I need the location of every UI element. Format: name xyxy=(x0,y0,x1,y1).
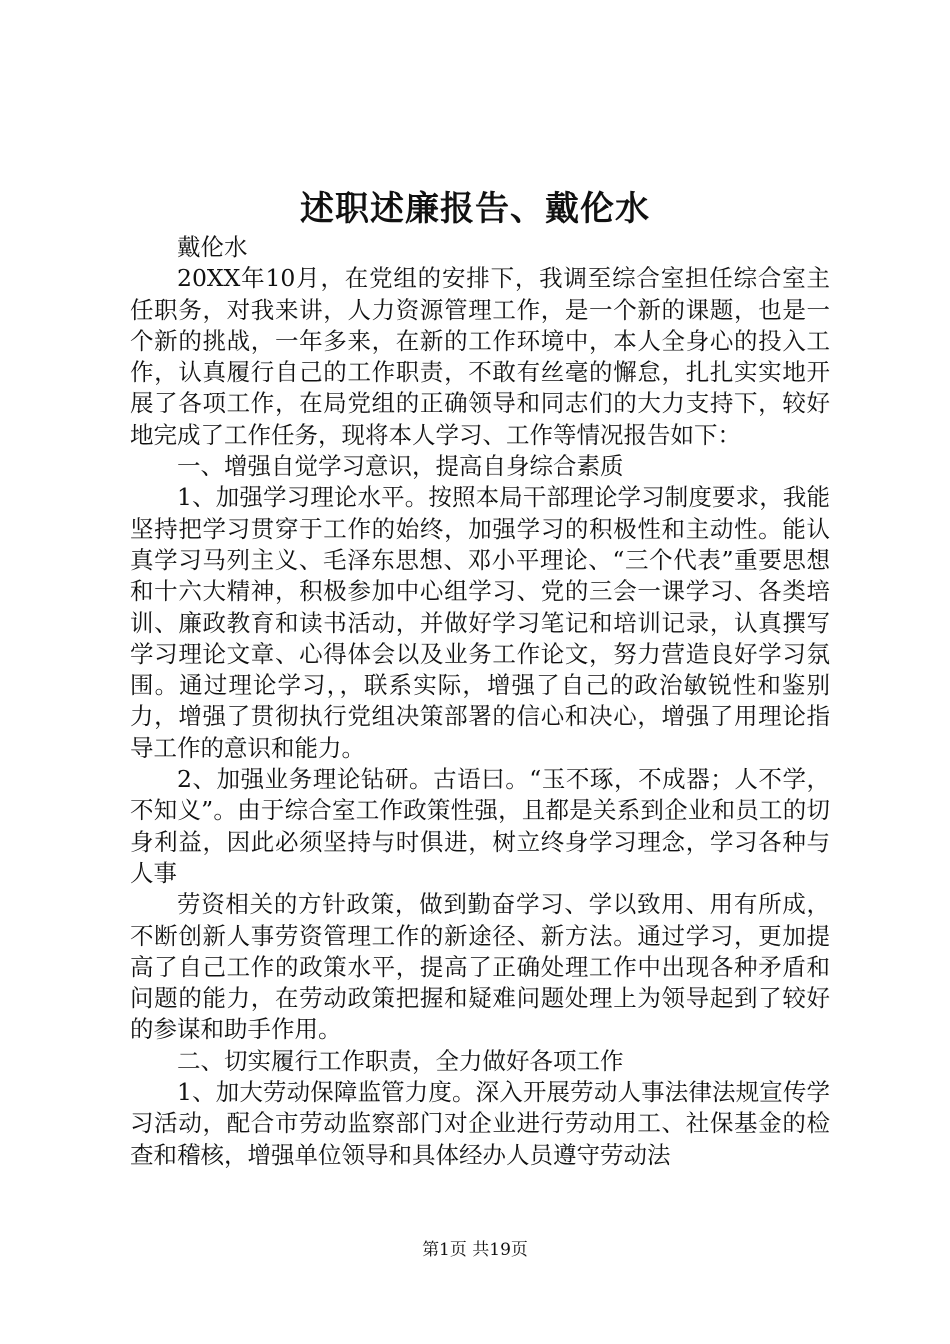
body-paragraph: 1、加大劳动保障监管力度。深入开展劳动人事法律法规宣传学习活动，配合市劳动监察部门对企业进行劳动用工、社保基金的检查和稽核，增强单位领导和具体经办人员遵守劳动法 xyxy=(130,1078,830,1169)
body-paragraph: 1、加强学习理论水平。按照本局干部理论学习制度要求，我能坚持把学习贯穿于工作的始终，加强学习的积极性和主动性。能认真学习马列主义、毛泽东思想、邓小平理论、“三个代表”重要思想和十六大精神，积极参加中心组学习、党的三会一课学习、各类培训、廉政教育和读书活动，并做好学习笔记和培训记录，认真撰写学习理论文章、心得体会以及业务工作论文，努力营造良好学习氛围。通过理论学习，，联系实际，增强了自己的政治敏锐性和鉴别力，增强了贯彻执行党组决策部署的信心和决心，增强了用理论指导工作的意识和能力。 xyxy=(130,483,830,762)
author-line: 戴伦水 xyxy=(177,233,248,261)
body-paragraph: 20XX年10月，在党组的安排下，我调至综合室担任综合室主任职务，对我来讲，人力资源管理工作，是一个新的课题，也是一个新的挑战，一年多来，在新的工作环境中，本人全身心的投入工作，认真履行自己的工作职责，不敢有丝毫的懈怠，扎扎实实地开展了各项工作，在局党组的正确领导和同志们的大力支持下，较好地完成了工作任务，现将本人学习、工作等情况报告如下： xyxy=(130,264,830,449)
body-paragraph: 2、加强业务理论钻研。古语曰。“玉不琢，不成器；人不学，不知义”。由于综合室工作政策性强，且都是关系到企业和员工的切身利益，因此必须坚持与时俱进，树立终身学习理念，学习各种与人事 xyxy=(130,765,830,887)
document-body xyxy=(130,232,830,1171)
section-heading: 二、切实履行工作职责，全力做好各项工作 xyxy=(177,1046,624,1075)
body-paragraph: 劳资相关的方针政策，做到勤奋学习、学以致用、用有所成，不断创新人事劳资管理工作的新途径、新方法。通过学习，更加提高了自己工作的政策水平，提高了正确处理工作中出现各种矛盾和问题的能力，在劳动政策把握和疑难问题处理上为领导起到了较好的参谋和助手作用。 xyxy=(130,890,830,1044)
document-title: 述职述廉报告、戴伦水 xyxy=(300,189,650,229)
page-number: 第1页 共19页 xyxy=(422,1240,528,1260)
section-heading: 一、增强自觉学习意识，提高自身综合素质 xyxy=(177,452,624,481)
